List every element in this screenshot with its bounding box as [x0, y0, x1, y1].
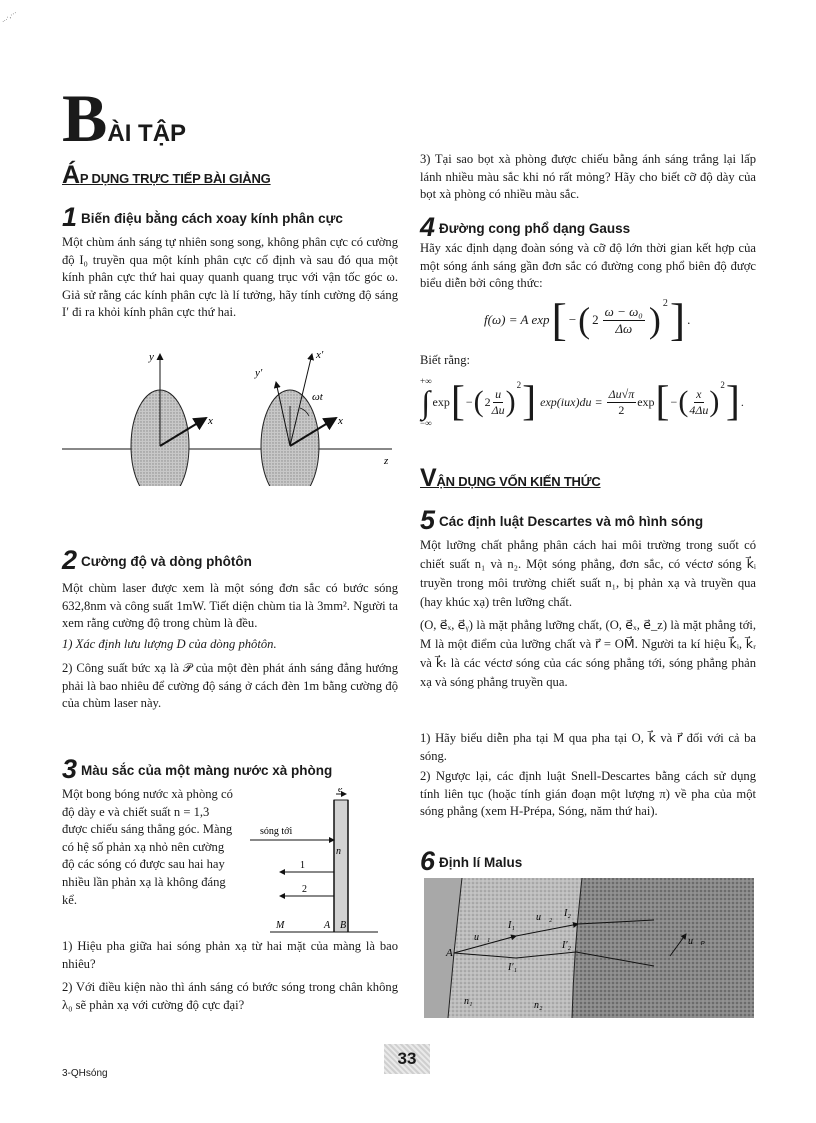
point-i2prime-label: I′₂ [562, 940, 571, 951]
point-a-label: A [324, 920, 331, 931]
exercise-6-title: 6 Định lí Malus [420, 846, 523, 876]
polarizer-figure [62, 346, 402, 486]
axis-xprime-label: x' [316, 349, 324, 361]
exercise-2-q1: 1) Xác định lưu lượng D của dòng phôtôn. [62, 637, 277, 651]
vec-u1-label: u⃗₁ [474, 932, 491, 943]
point-i2-label: I₂ [564, 908, 571, 919]
axis-z-label: z [384, 455, 389, 467]
exercise-3-title: 3 Màu sắc của một màng nước xà phòng [62, 754, 333, 784]
exercise-2-text: Một chùm laser được xem là một sóng đơn sắc có bước sóng 632,8nm và công suất 1mW. Tiết diện chùm tia là 3mm². Người ta xem rằng cường độ trong chùm là đều. [62, 581, 398, 631]
exercise-5-text1: Một lưỡng chất phẳng phân cách hai môi trường trong suốt có chiết suất n₁ và n₂. Một sóng phẳng, đơn sắc, có véctơ sóng k⃗ᵢ truyền trong môi trường chiết suất n₁, bị phản xạ và truyền qua (hay khúc xạ) trên lưỡng chất. [420, 538, 756, 609]
page-number: 33 [397, 1049, 417, 1068]
exercise-4-title: 4 Đường cong phổ dạng Gauss [420, 212, 631, 242]
ray-2-label: 2 [302, 884, 307, 895]
angle-label: ωt [312, 391, 323, 403]
point-i1-label: I₁ [508, 920, 515, 931]
axis-y-label: y [149, 351, 154, 363]
exercise-5-text2: (O, e⃗ₓ, e⃗ᵧ) là mặt phẳng lưỡng chất, (O, e⃗ₓ, e⃗_z) là mặt phẳng tới, M là một điểm của lưỡng chất và r⃗ = OM⃗. Người ta kí hiệu k⃗ᵢ, k⃗ᵣ và k⃗ₜ là các véctơ sóng của các sóng phẳng tới, sóng phẳng phản xạ và sóng phẳng truyền qua. [420, 618, 756, 689]
exercise-3-q1: 1) Hiệu pha giữa hai sóng phản xạ từ hai mặt của màng là bao nhiêu? [62, 939, 398, 971]
exercise-5-q1: 1) Hãy biểu diễn pha tại M qua pha tại O, k⃗ và r⃗ đối với cả ba sóng. [420, 731, 756, 763]
page-heading [62, 80, 187, 156]
page-number-box [384, 1044, 430, 1074]
exercise-2-q2: 2) Công suất bức xạ là 𝒫 của một đèn phát ánh sáng đẳng hướng phải là bao nhiêu để cường độ sáng ở cách đèn 1m bằng cường độ của chùm laser này. [62, 661, 398, 711]
point-b-label: B [340, 920, 347, 931]
exercise-1-text: Một chùm ánh sáng tự nhiên song song, không phân cực có cường độ I₀ truyền qua một kính phân cực cố định và sau đó qua một kính phân cực thứ hai quay quanh quang trục với vận tốc góc ω. Giả sử rằng các kính phân cực là lí tưởng, hãy tính cường độ sáng I′ đi ra khỏi kính phân cực thứ hai. [62, 235, 398, 320]
exercise-1-title: 1 Biến điệu bằng cách xoay kính phân cực [62, 202, 343, 232]
malus-figure [424, 878, 754, 1018]
soap-film-figure [250, 788, 400, 934]
index-label: n [336, 846, 341, 857]
axis-x-label: x [208, 415, 213, 427]
exercise-3-q2: 2) Với điều kiện nào thì ánh sáng có bước sóng trong chân không λ₀ sẽ phản xạ với cường độ cực đại? [62, 980, 398, 1012]
exercise-4-text: Hãy xác định dạng đoàn sóng và cỡ độ lớn thời gian kết hợp của một sóng ánh sáng gần đơn sắc có đường cong phổ biên độ được biểu diễn bởi công thức: [420, 241, 756, 291]
axis-x2-label: x [338, 415, 343, 427]
corner-stamp: ...·,··· [0, 9, 19, 25]
point-a-label: A [446, 947, 453, 959]
ray-1-label: 1 [300, 860, 305, 871]
index-n1-label: n₁ [464, 996, 473, 1007]
exercise-5-title: 5 Các định luật Descartes và mô hình sóng [420, 505, 704, 535]
subheading-extend: VẬN DỤNG VỐN KIẾN THỨC [420, 464, 601, 492]
formula-gauss: f(ω) = A exp [ − ( 2 ω − ω₀ Δω ) 2 ] . [484, 294, 691, 345]
biet-rang: Biết rằng: [420, 353, 471, 367]
incident-label: sóng tới [260, 826, 293, 837]
vec-u2-label: u⃗₂ [536, 912, 553, 923]
heading-initial: B [62, 80, 108, 156]
exercise-2-title: 2 Cường độ và dòng phôtôn [62, 545, 252, 575]
footer-left: 3-QHsóng [62, 1068, 108, 1079]
exercise-5-q2: 2) Ngược lại, các định luật Snell-Descartes bằng cách sử dụng tính liên tục (hoặc tính gián đoạn một lượng π) về pha của một sóng phẳng (xem H-Prépa, Sóng, năm thứ hai). [420, 769, 756, 819]
index-n2-label: n₂ [534, 1000, 543, 1011]
exercise-3-text: Một bong bóng nước xà phòng có độ dày e và chiết suất n = 1,3 được chiếu sáng thẳng góc. Màng có hệ số phản xạ nhỏ nên cường độ các sóng có được sau hai hay nhiều lần phản xạ là không đáng kể. [62, 787, 233, 907]
subheading-apply: ÁP DỤNG TRỰC TIẾP BÀI GIẢNG [62, 161, 271, 189]
vec-up-label: u⃗ₚ [688, 936, 705, 947]
exercise-3-q3: 3) Tại sao bọt xà phòng được chiếu bằng ánh sáng trắng lại lấp lánh nhiều màu sắc khi nó rất mỏng? Hãy cho biết cỡ độ dày của bọt xà phòng có nhiều màu sắc. [420, 152, 756, 202]
formula-integral: +∞ ∫ −∞ exp [ − ( 2 u Δu ) 2 ] exp(iux)du = $\frac{\Delta u√\pi}{2}$ exp [ − ( x 4Δu ) 2 ] . [420, 376, 744, 428]
heading-rest: ÀI TẬP [107, 120, 187, 147]
axis-yprime-label: y' [255, 367, 263, 379]
point-m-label: M [276, 920, 285, 931]
thickness-label: e [338, 788, 343, 795]
point-i1prime-label: I′₁ [508, 962, 517, 973]
